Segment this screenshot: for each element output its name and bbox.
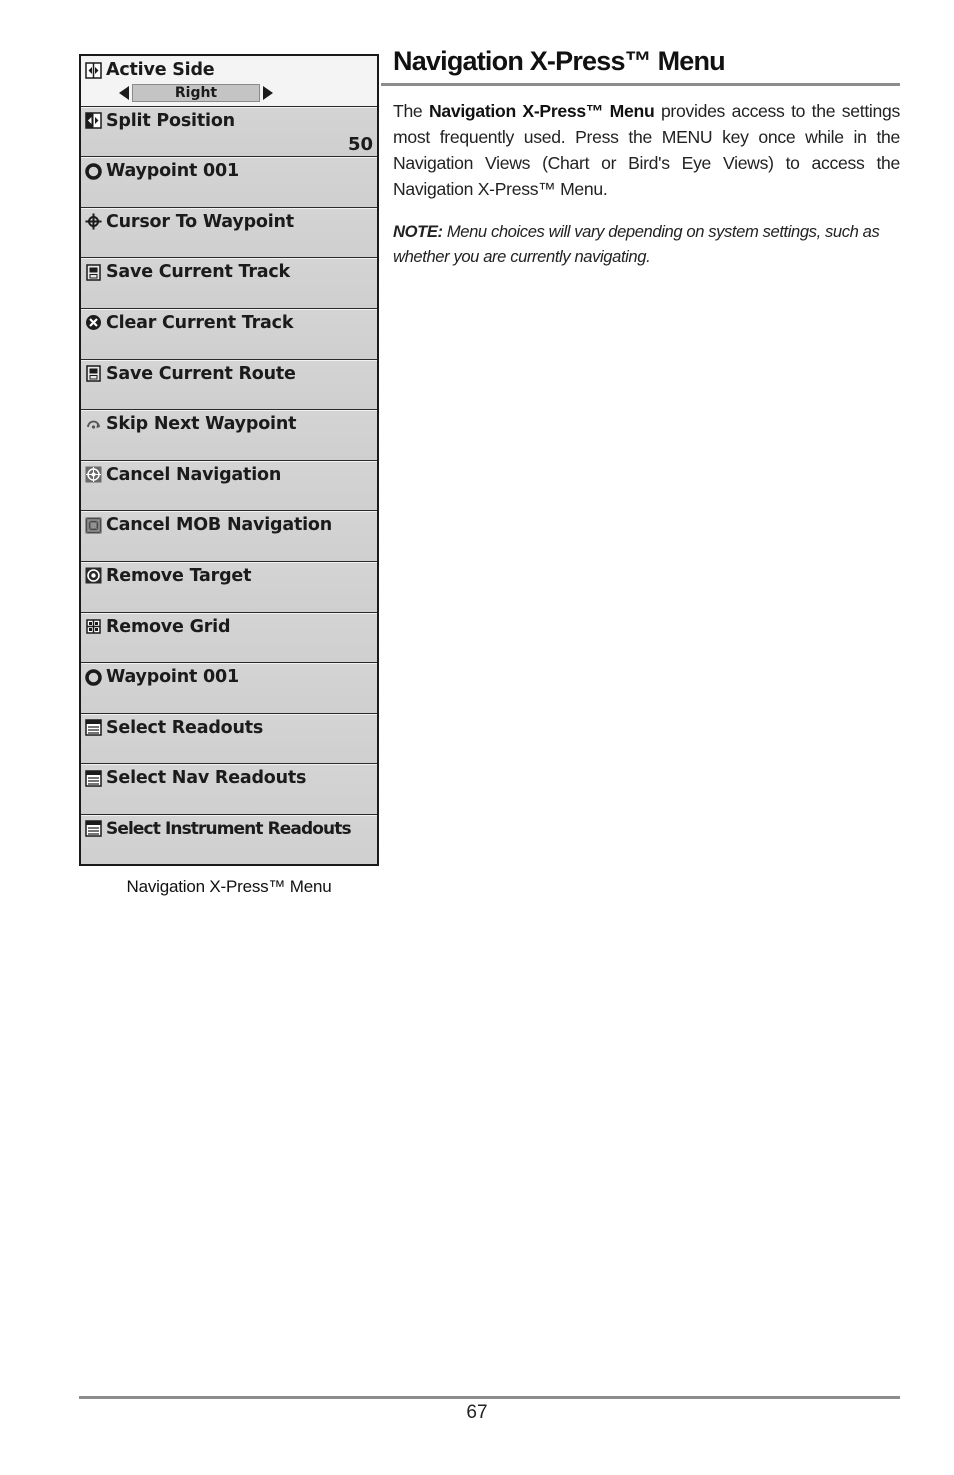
menu-item-label: Select Readouts [106,717,264,738]
page-title: Navigation X-Press™ Menu [393,46,725,76]
save-track-icon [85,264,102,281]
menu-item-label: Select Instrument Readouts [106,818,351,839]
menu-item-select-nav-readouts[interactable] [81,764,377,815]
menu-item-skip-next-waypoint[interactable] [81,410,377,461]
menu-item-label: Select Nav Readouts [106,768,307,789]
navigation-xpress-menu [79,54,379,866]
menu-item-label: Remove Target [106,565,252,586]
menu-item-remove-target[interactable] [81,562,377,613]
menu-item-label: Skip Next Waypoint [106,414,297,435]
note-text: Menu choices will vary depending on system settings, such as whether you are currently navigating. [393,222,880,266]
selector-value: Right [132,84,260,102]
split-position-icon [85,112,102,129]
footer-divider [79,1396,900,1399]
menu-item-split-position[interactable] [81,107,377,158]
crosshair-icon [85,213,102,230]
active-side-selector[interactable] [119,84,273,102]
menu-item-label: Save Current Route [106,363,296,384]
menu-item-cursor-to-waypoint[interactable] [81,208,377,259]
note-label: NOTE: [393,222,443,241]
skip-waypoint-icon [85,416,102,433]
figure-caption: Navigation X-Press™ Menu [126,877,332,896]
remove-grid-icon [85,618,102,635]
cancel-navigation-icon [85,466,102,483]
menu-item-label: Waypoint 001 [106,667,239,688]
save-route-icon [85,365,102,382]
page-number: 67 [466,1402,488,1423]
menu-item-label: Cancel Navigation [106,464,282,485]
menu-item-cancel-navigation[interactable] [81,461,377,512]
body-start: The [393,101,429,121]
menu-item-active-side[interactable] [81,56,377,107]
waypoint-icon [85,163,102,180]
menu-item-select-readouts[interactable] [81,714,377,765]
menu-item-waypoint[interactable] [81,157,377,208]
active-side-icon [85,62,102,79]
menu-item-select-instrument-readouts[interactable] [81,815,377,866]
menu-item-label: Save Current Track [106,262,290,283]
menu-item-label: Active Side [106,60,215,80]
heading-divider [381,83,900,86]
nav-readouts-icon [85,770,102,787]
menu-item-cancel-mob-navigation[interactable] [81,511,377,562]
body-paragraph [393,98,900,202]
clear-track-icon [85,314,102,331]
cancel-mob-icon [85,517,102,534]
instrument-readouts-icon [85,820,102,837]
body-end: provides access to the settings most frequently used. Press the MENU key once while in the Navigation Views (Chart or Bird's Eye Views) to access the Navigation X-Press™ Menu. [393,101,900,199]
menu-item-label: Remove Grid [106,616,231,637]
menu-item-save-current-route[interactable] [81,360,377,411]
menu-item-save-current-track[interactable] [81,258,377,309]
menu-item-label: Waypoint 001 [106,161,239,182]
readouts-icon [85,719,102,736]
menu-item-label: Cancel MOB Navigation [106,515,333,536]
menu-item-waypoint-2[interactable] [81,663,377,714]
remove-target-icon [85,567,102,584]
note-paragraph [393,219,900,269]
menu-item-clear-current-track[interactable] [81,309,377,360]
arrow-right-icon[interactable] [263,86,273,100]
menu-item-remove-grid[interactable] [81,613,377,664]
menu-item-label: Clear Current Track [106,312,294,333]
arrow-left-icon[interactable] [119,86,129,100]
menu-item-label: Split Position [106,110,235,131]
menu-item-label: Cursor To Waypoint [106,211,294,232]
body-bold-term: Navigation X-Press™ Menu [428,101,655,121]
split-position-value: 50 [347,134,373,156]
waypoint-icon [85,669,102,686]
